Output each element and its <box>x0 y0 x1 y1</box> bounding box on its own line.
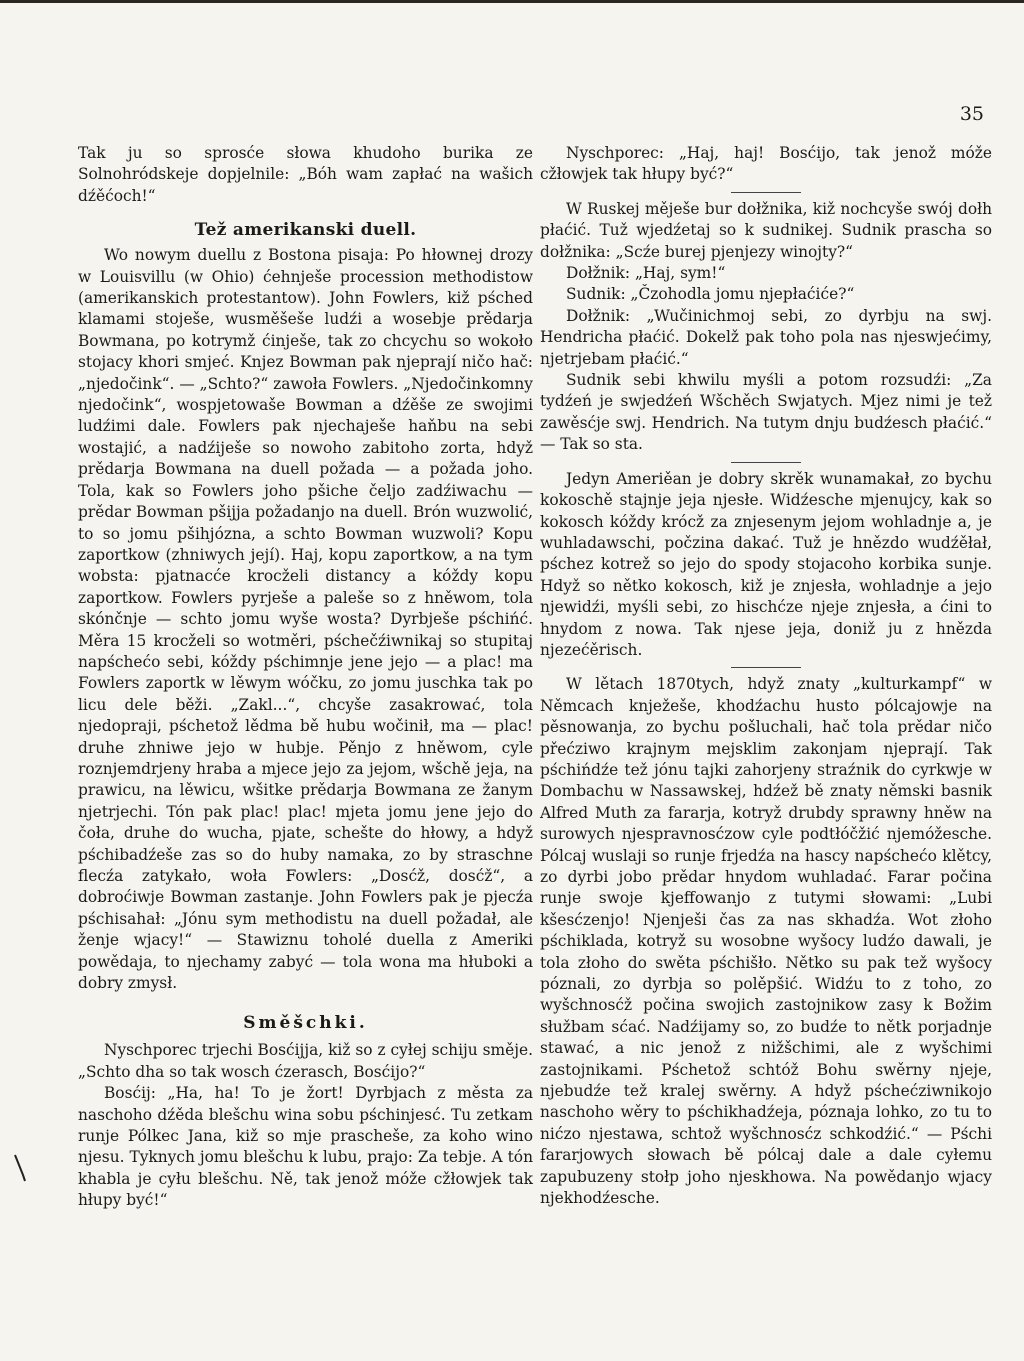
paragraph: W lětach 1870tych, hdyž znaty „kulturkampf“ w Němcach knježeše, khodźachu husto pólcajowje na pěsnowanja, zo bychu pošluchali, hač tola prědar ničo přećziwo krajnym mejsklim zakonjam njeprají. Tak pśchińdźe tež jónu tajki zahorjeny straźnik do cyrkwje w Dombachu w Nassawskej, hdźež bě znaty němski basnik Alfred Muth za fararja, kotryž drubdy sprawny hněw na surowych njespravnosćzow cyle podtłóčžić njemóžesche. Pólcaj wuslaji so runje frjedźa na hascy napśchećo klětcy, zo dyrbi jobo prědar hnydom wuhladać. Farar počina runje swoje kjeffowanjo z tutymi słowami: „Lubi kšesćzenjo! Njenješi čas za nas skhadźa. Wot złoho pśchiklada, kotryž su wosobne wyšocy ludźo dawali, je tola złoho do swěta pśchišło. Nětko su pak tež wyšocy póznali, zo dyrbja so polěpšić. Widźu to z toho, zo wyšchnosćž počina swojich zastojnikow zasy k Božim słužbam sćać. Nadźijamy so, zo budźe to nětk porjadnje stawać, a nic jenož z nižšchimi, ale z wyšchimi zastojnikami. Pśchetož schtóž Bohu swěrny njeje, njebudźe tež kralej swěrny. A hdyž pśchećziwnikojo naschoho wěry to pśchikhadźeja, póznaja lohko, zo tu to nićzo njestawa, schtož wyšchnosćz schkodźić.“ — Pśchi fararjowych słowach bě pólcaj dale a dale cyłemu zapubuzeny stołp joho njeskhowa. Na powědanjo wjacy njekhodźesche. <box>540 675 992 1208</box>
right-column <box>540 143 992 1210</box>
paragraph: Sudnik sebi khwilu myśli a potom rozsudźi: „Za tydźeń je swjedźeń Wšchěch Swjatych. Mjez nimi je tež zawěsćje swj. Hendrich. Na tutym dnju budźesch płaćić.“ — Tak so sta. <box>540 371 992 454</box>
section-heading-duell: Tež amerikanski duell. <box>194 220 417 241</box>
paragraph: Nyschporec trjechi Bosćijja, kiž so z cyłej schiju směje. „Schto dha so tak wosch ćzerasch, Bosćijo?“ <box>78 1041 533 1081</box>
paragraph: Tak ju so sprosće słowa khudoho burika ze Solnohródskeje dopjelnile: „Bóh wam zapłać na wašich dźěćoch!“ <box>78 144 533 205</box>
page-number: 35 <box>959 103 984 125</box>
paragraph: Dołžnik: „Haj, sym!“ <box>566 264 726 283</box>
paragraph: Bosćij: „Ha, ha! To je žort! Dyrbjach z města za naschoho dźěda blešchu wina sobu pśchinjesć. Tu zetkam runje Pólkec Jana, kiž so mje prascheše, za koho wino njesu. Tyknych jomu blešchu k lubu, prajo: Za tebje. A tón khabla je cyłu blešchu. Ně, tak jenož móže cžłowjek tak hłupy być!“ <box>78 1084 533 1210</box>
paragraph: Jedyn Ameriěan je dobry skrěk wunamakał, zo bychu kokoschě stajnje jeja njesłe. Widźesche mjenujcy, kak so kokosch kóždy krócž za znjesenym jejom wohladnje a, je wuhladawschi, počzina dakać. Tuž je hnězdo wudźěłał, pśchez kotrež so jejo do spody stojacoho korbika sunje. Hdyž so nětko kokosch, kiž je znjesła, wohladnje a jejo njewidźi, myśli sebi, zo hischćze njeje znjesła, a ćini to hnydom z nowa. Tak njese jeja, doniž ju z hnězda njezećěrisch. <box>540 469 992 659</box>
paragraph: Nyschporec: „Haj, haj! Bosćijo, tak jenož móže cžłowjek tak hłupy być?“ <box>540 144 992 184</box>
divider <box>731 667 801 668</box>
divider <box>731 192 801 193</box>
margin-mark <box>14 1153 26 1183</box>
page-top-edge <box>0 0 1024 3</box>
section-heading-smeski: Směšchki. <box>243 1013 368 1034</box>
paragraph: Dołžnik: „Wučinichmoj sebi, zo dyrbju na swj. Hendricha płaćić. Dokelž pak toho pola nas njeswjećimy, njetrjebam płaćić.“ <box>540 306 992 368</box>
paragraph: Wo nowym duellu z Bostona pisaja: Po hłownej drozy w Louisvillu (w Ohio) ćehnješe procession methodistow (amerikanskich protestantow). John Fowlers, kiž pśched klamami stoješe, wusměšeše ludźi a wosebje prědarja Bowmana, po kotrymž ćinješe, tak zo chcychu so wokoło stojacy khori smjeć. Knjez Bowman pak njeprají ničo hač: „njedočink“. — „Schto?“ zawoła Fowlers. „Njedočinkomny njedočink“, wospjetowaše Bowman a dźěše ze swojimi ludźimi dale. Fowlers pak njechaješe haňbu na sebi wostajić, a nadźiješe so nowoho zabitoho zorta, hdyž prědarja Bowmana na duell požada — a požada joho. Tola, kak so Fowlers joho pšiche čeljo zadźiwachu — prědar Bowman pšijja požadanjo na duell. Brón wuzwolić, to so jomu pšihjózna, a schto Bowman wuzwoli? Kopu zaportkow (zhniwych její). Haj, kopu zaportkow, a na tym wobsta: pjatnacće krocželi distancy a kóždy kopu zaportkow. Fowlers pyrješe a paleše so z hněwom, tola skónčnje — schto jomu wyše wosta? Dyrbješe pśchińć. Měra 15 krocželi so wotměri, pśchečźiwnikaj so stupitaj napśchećo sebi, kóždy pśchimnje jene jejo — a plac! ma Fowlers zaportk w lěwym wóčku, zo jomu juschka tak po licu dele běži. „Zakl...“, chcyše zasakrować, tola njedopraji, pśchetož lědma bě hubu wočinił, ma — plac! druhe zhniwe jejo w hubje. Pěnjo z hněwom, cyle roznjemdrjeny hraba a mjece jejo za jejom, wšchě jeja, na prawicu, na lěwicu, wšitke prědarja Bowmana ze žanym njetrjechi. Tón pak plac! plac! mjeta jomu jene jejo do čoła, druhe do wucha, pjate, schešte do hłowy, a hdyž pśchibadźeše zas so do huby namaka, zo by straschne flecźa zatykało, woła Fowlers: „Dosćž, dosćž“, a dobroćiwje Bowman zastanje. John Fowlers pak je pjecźa pśchisahał: „Jónu sym methodistu na duell požadał, ale ženje wjacy!“ — Stawiznu toholé duella z Ameriki powědaja, to njechamy zabyć — tola wona ma hłuboki a dobry zmysł. <box>78 246 533 993</box>
left-column <box>78 143 533 1212</box>
paragraph: W Ruskej měješe bur dołžnika, kiž nochcyše swój dołh płaćić. Tuž wjedźetaj so k sudnikej. Sudnik prascha so dołžnika: „Scźe burej pjenjezy winojty?“ <box>540 199 992 261</box>
paragraph: Sudnik: „Čzohodla jomu njepłaćiće?“ <box>566 285 855 304</box>
divider <box>731 462 801 463</box>
